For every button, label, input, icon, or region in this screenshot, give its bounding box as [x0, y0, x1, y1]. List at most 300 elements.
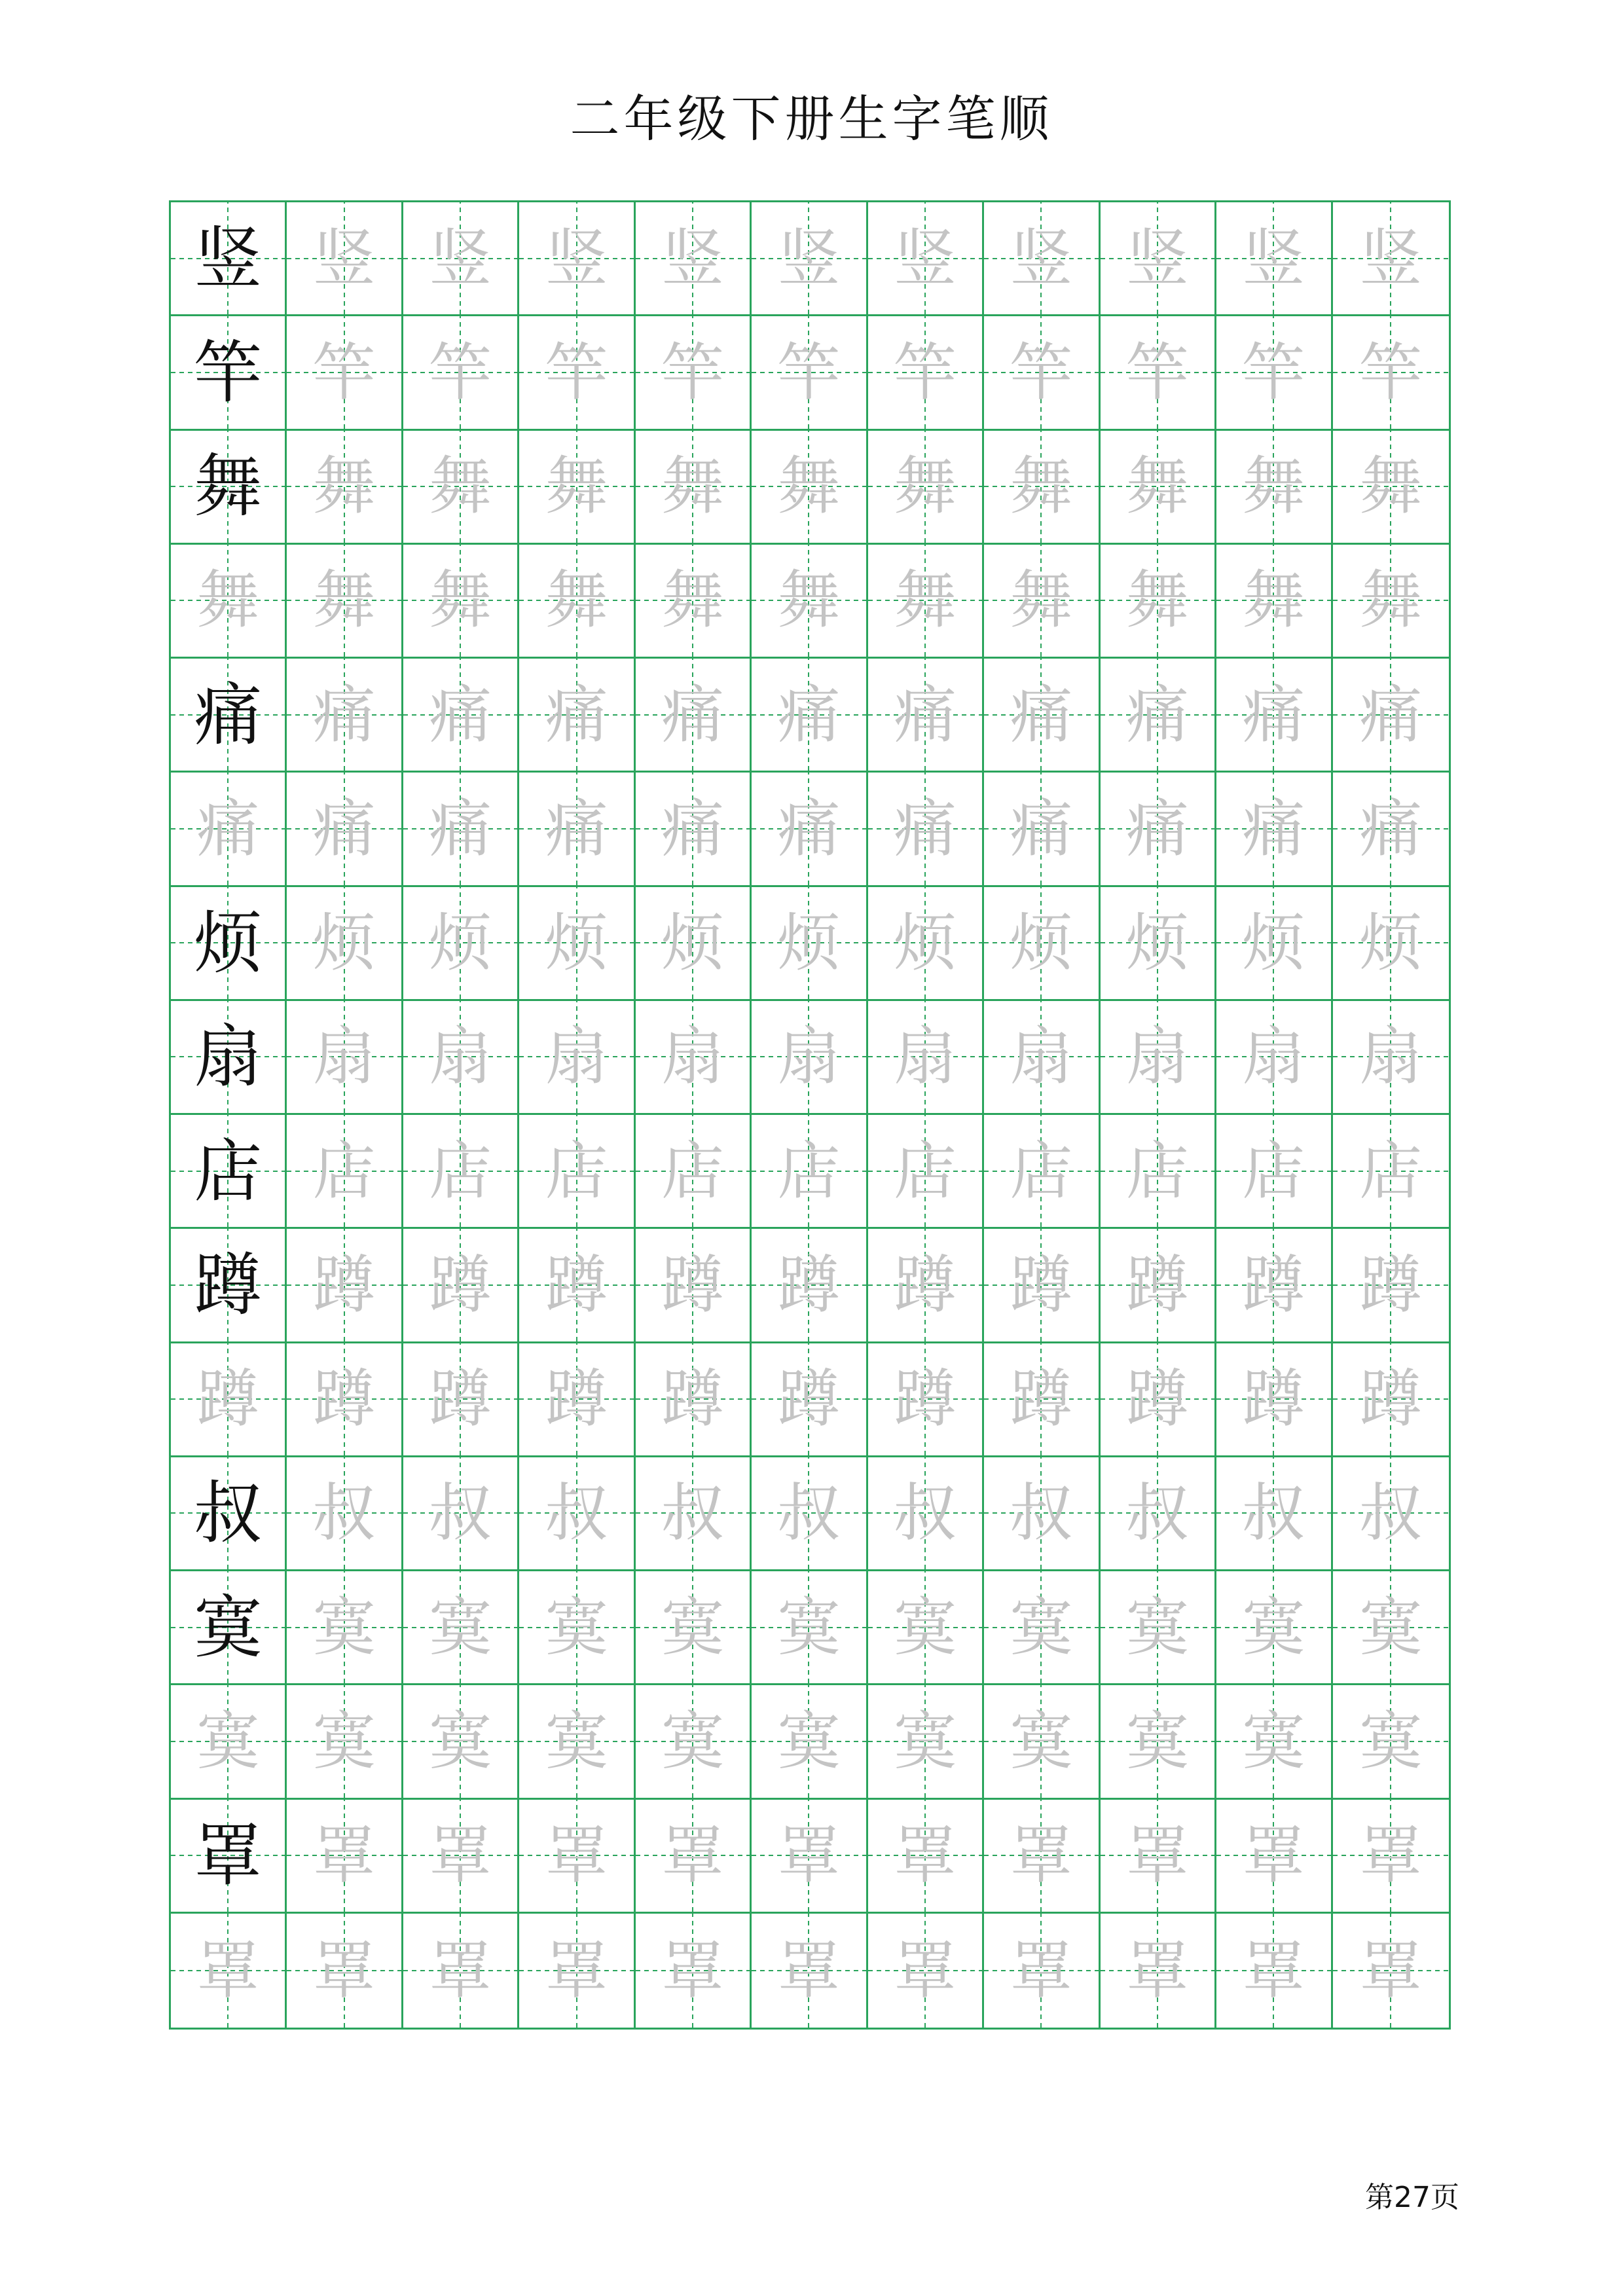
stroke-step-character: 罩 [777, 1933, 841, 2007]
grid-cell [752, 1685, 867, 1799]
grid-cell [868, 545, 984, 659]
stroke-step-character: 扇 [893, 1020, 957, 1094]
grid-cell [519, 1914, 635, 2028]
page-title: 二年级下册生字笔顺 [570, 90, 1053, 148]
stroke-step-character: 竿 [893, 335, 957, 409]
stroke-step-character: 蹲 [1359, 1362, 1423, 1436]
stroke-step-character: 寞 [1010, 1590, 1073, 1664]
grid-cell [519, 431, 635, 545]
model-character: 竿 [194, 332, 263, 412]
grid-cell [287, 1343, 403, 1457]
stroke-step-character: 烦 [893, 906, 957, 980]
stroke-step-character: 寞 [1242, 1590, 1305, 1664]
page-number: 第27页 [1365, 2181, 1459, 2214]
grid-cell [752, 659, 867, 773]
stroke-step-character: 罩 [312, 1819, 376, 1893]
stroke-order-grid [169, 200, 1451, 2030]
stroke-step-character: 罩 [893, 1933, 957, 2007]
grid-cell [752, 1229, 867, 1343]
stroke-step-character: 罩 [1125, 1933, 1189, 2007]
stroke-step-character: 罩 [1242, 1819, 1305, 1893]
grid-cell [403, 545, 519, 659]
grid-cell [984, 659, 1100, 773]
stroke-step-character: 痛 [1010, 792, 1073, 866]
stroke-step-character: 扇 [312, 1020, 376, 1094]
stroke-step-character: 寞 [1125, 1590, 1189, 1664]
grid-cell [868, 1914, 984, 2028]
grid-cell [1216, 545, 1332, 659]
stroke-step-character: 舞 [661, 564, 725, 638]
stroke-step-character: 舞 [312, 450, 376, 524]
stroke-step-character: 竖 [1010, 221, 1073, 295]
grid-cell [868, 1571, 984, 1685]
grid-cell [1216, 659, 1332, 773]
grid-cell [868, 431, 984, 545]
stroke-step-character: 叔 [545, 1476, 608, 1550]
grid-cell [171, 659, 287, 773]
model-character: 蹲 [194, 1245, 263, 1325]
grid-cell [403, 1457, 519, 1571]
model-character: 舞 [194, 446, 263, 527]
grid-cell [171, 1001, 287, 1115]
stroke-step-character: 蹲 [312, 1248, 376, 1322]
stroke-step-character: 罩 [1125, 1819, 1189, 1893]
stroke-step-character: 竿 [777, 335, 841, 409]
grid-cell [1101, 1001, 1216, 1115]
grid-cell [1333, 1001, 1449, 1115]
grid-cell [868, 202, 984, 316]
stroke-step-character: 扇 [777, 1020, 841, 1094]
stroke-step-character: 舞 [1359, 564, 1423, 638]
stroke-step-character: 店 [545, 1134, 608, 1208]
stroke-step-character: 竿 [545, 335, 608, 409]
grid-cell [752, 1800, 867, 1914]
grid-cell [636, 1914, 752, 2028]
stroke-step-character: 痛 [777, 792, 841, 866]
grid-cell [287, 1685, 403, 1799]
grid-cell [171, 1343, 287, 1457]
stroke-step-character: 竿 [1010, 335, 1073, 409]
stroke-step-character: 寞 [893, 1590, 957, 1664]
model-character: 店 [194, 1131, 263, 1211]
stroke-step-character: 蹲 [777, 1362, 841, 1436]
grid-cell [1101, 1685, 1216, 1799]
grid-cell [1216, 887, 1332, 1001]
grid-cell [636, 545, 752, 659]
grid-cell [171, 1571, 287, 1685]
stroke-step-character: 竖 [1125, 221, 1189, 295]
stroke-step-character: 舞 [1125, 450, 1189, 524]
grid-cell [1101, 202, 1216, 316]
stroke-step-character: 痛 [1010, 678, 1073, 752]
stroke-step-character: 蹲 [1242, 1362, 1305, 1436]
grid-cell [636, 887, 752, 1001]
grid-cell [636, 1001, 752, 1115]
stroke-step-character: 罩 [1359, 1933, 1423, 2007]
stroke-step-character: 舞 [429, 564, 492, 638]
stroke-step-character: 竿 [1242, 335, 1305, 409]
stroke-step-character: 烦 [1010, 906, 1073, 980]
stroke-step-character: 扇 [1010, 1020, 1073, 1094]
stroke-step-character: 店 [661, 1134, 725, 1208]
grid-cell [287, 1800, 403, 1914]
grid-cell [1333, 659, 1449, 773]
stroke-step-character: 竿 [1125, 335, 1189, 409]
stroke-step-character: 罩 [429, 1819, 492, 1893]
grid-cell [403, 1115, 519, 1229]
grid-cell [868, 773, 984, 886]
grid-cell [636, 1685, 752, 1799]
stroke-step-character: 叔 [1125, 1476, 1189, 1550]
stroke-step-character: 痛 [661, 792, 725, 866]
grid-cell [1101, 316, 1216, 430]
grid-cell [636, 1343, 752, 1457]
stroke-step-character: 烦 [545, 906, 608, 980]
stroke-step-character: 蹲 [777, 1248, 841, 1322]
grid-cell [984, 1571, 1100, 1685]
grid-cell [287, 1571, 403, 1685]
grid-cell [171, 773, 287, 886]
grid-cell [519, 659, 635, 773]
stroke-step-character: 痛 [196, 792, 260, 866]
grid-cell [984, 1685, 1100, 1799]
stroke-step-character: 痛 [429, 678, 492, 752]
grid-cell [868, 887, 984, 1001]
stroke-step-character: 烦 [312, 906, 376, 980]
model-character: 烦 [194, 903, 263, 983]
stroke-step-character: 蹲 [893, 1248, 957, 1322]
grid-cell [1333, 1800, 1449, 1914]
grid-cell [636, 431, 752, 545]
grid-cell [171, 1800, 287, 1914]
stroke-step-character: 舞 [1242, 450, 1305, 524]
grid-cell [868, 1800, 984, 1914]
grid-cell [752, 1457, 867, 1571]
model-character: 寞 [194, 1587, 263, 1667]
stroke-step-character: 痛 [1242, 792, 1305, 866]
stroke-step-character: 烦 [1359, 906, 1423, 980]
stroke-step-character: 罩 [1359, 1819, 1423, 1893]
stroke-step-character: 舞 [196, 564, 260, 638]
stroke-step-character: 叔 [1242, 1476, 1305, 1550]
stroke-step-character: 舞 [1242, 564, 1305, 638]
stroke-step-character: 蹲 [429, 1362, 492, 1436]
grid-cell [868, 1229, 984, 1343]
grid-cell [1216, 1800, 1332, 1914]
grid-cell [403, 1229, 519, 1343]
grid-cell [1101, 1800, 1216, 1914]
stroke-step-character: 寞 [196, 1704, 260, 1778]
grid-cell [403, 1571, 519, 1685]
stroke-step-character: 舞 [893, 450, 957, 524]
grid-cell [1216, 1457, 1332, 1571]
grid-cell [519, 202, 635, 316]
grid-cell [287, 1457, 403, 1571]
stroke-step-character: 罩 [429, 1933, 492, 2007]
grid-cell [171, 545, 287, 659]
stroke-step-character: 烦 [429, 906, 492, 980]
stroke-step-character: 竖 [545, 221, 608, 295]
stroke-step-character: 罩 [545, 1933, 608, 2007]
grid-cell [1333, 773, 1449, 886]
stroke-step-character: 店 [1125, 1134, 1189, 1208]
grid-cell [403, 431, 519, 545]
grid-cell [1101, 545, 1216, 659]
grid-cell [752, 1571, 867, 1685]
grid-cell [1333, 545, 1449, 659]
grid-cell [171, 202, 287, 316]
grid-cell [1333, 316, 1449, 430]
grid-cell [287, 1115, 403, 1229]
stroke-step-character: 叔 [1359, 1476, 1423, 1550]
grid-cell [984, 1115, 1100, 1229]
grid-cell [1216, 1685, 1332, 1799]
stroke-step-character: 痛 [312, 792, 376, 866]
grid-cell [1216, 1914, 1332, 2028]
stroke-step-character: 烦 [777, 906, 841, 980]
stroke-step-character: 店 [1359, 1134, 1423, 1208]
grid-cell [519, 1800, 635, 1914]
grid-cell [752, 773, 867, 886]
grid-cell [403, 887, 519, 1001]
stroke-step-character: 罩 [777, 1819, 841, 1893]
stroke-step-character: 舞 [1125, 564, 1189, 638]
grid-cell [287, 431, 403, 545]
grid-cell [171, 316, 287, 430]
stroke-step-character: 舞 [429, 450, 492, 524]
grid-cell [171, 431, 287, 545]
grid-cell [519, 1115, 635, 1229]
grid-cell [984, 1001, 1100, 1115]
stroke-step-character: 蹲 [1359, 1248, 1423, 1322]
grid-cell [171, 1229, 287, 1343]
stroke-step-character: 蹲 [661, 1362, 725, 1436]
stroke-step-character: 痛 [661, 678, 725, 752]
stroke-step-character: 痛 [1359, 678, 1423, 752]
stroke-step-character: 扇 [1125, 1020, 1189, 1094]
grid-cell [519, 545, 635, 659]
grid-cell [1216, 1229, 1332, 1343]
grid-cell [1101, 887, 1216, 1001]
stroke-step-character: 舞 [545, 564, 608, 638]
stroke-step-character: 痛 [545, 678, 608, 752]
stroke-step-character: 蹲 [661, 1248, 725, 1322]
grid-cell [403, 1800, 519, 1914]
grid-cell [752, 1343, 867, 1457]
grid-cell [1333, 887, 1449, 1001]
grid-cell [403, 659, 519, 773]
stroke-step-character: 店 [429, 1134, 492, 1208]
stroke-step-character: 寞 [661, 1590, 725, 1664]
stroke-step-character: 罩 [893, 1819, 957, 1893]
stroke-step-character: 痛 [893, 792, 957, 866]
stroke-step-character: 蹲 [1010, 1362, 1073, 1436]
stroke-step-character: 叔 [661, 1476, 725, 1550]
grid-cell [868, 1343, 984, 1457]
grid-cell [752, 1001, 867, 1115]
stroke-step-character: 店 [1010, 1134, 1073, 1208]
grid-cell [1101, 1457, 1216, 1571]
stroke-step-character: 舞 [661, 450, 725, 524]
stroke-step-character: 寞 [777, 1590, 841, 1664]
grid-cell [519, 1229, 635, 1343]
stroke-step-character: 烦 [1242, 906, 1305, 980]
stroke-step-character: 竿 [1359, 335, 1423, 409]
grid-cell [752, 1914, 867, 2028]
stroke-step-character: 罩 [661, 1819, 725, 1893]
stroke-step-character: 罩 [1242, 1933, 1305, 2007]
stroke-step-character: 舞 [777, 450, 841, 524]
stroke-step-character: 舞 [1359, 450, 1423, 524]
grid-cell [1216, 431, 1332, 545]
stroke-step-character: 扇 [545, 1020, 608, 1094]
stroke-step-character: 竖 [1242, 221, 1305, 295]
stroke-step-character: 寞 [1359, 1704, 1423, 1778]
grid-cell [171, 1685, 287, 1799]
stroke-step-character: 罩 [196, 1933, 260, 2007]
stroke-step-character: 蹲 [196, 1362, 260, 1436]
grid-cell [636, 1115, 752, 1229]
stroke-step-character: 扇 [429, 1020, 492, 1094]
model-character: 罩 [194, 1815, 263, 1896]
grid-cell [287, 202, 403, 316]
stroke-step-character: 痛 [1125, 792, 1189, 866]
grid-cell [752, 1115, 867, 1229]
grid-cell [984, 1457, 1100, 1571]
stroke-step-character: 蹲 [893, 1362, 957, 1436]
grid-cell [984, 202, 1100, 316]
grid-cell [519, 1685, 635, 1799]
stroke-step-character: 寞 [545, 1704, 608, 1778]
grid-cell [519, 316, 635, 430]
grid-cell [1101, 1571, 1216, 1685]
grid-cell [1101, 1914, 1216, 2028]
grid-cell [636, 202, 752, 316]
stroke-step-character: 竖 [777, 221, 841, 295]
grid-cell [752, 431, 867, 545]
stroke-step-character: 蹲 [545, 1362, 608, 1436]
model-character: 痛 [194, 674, 263, 755]
stroke-step-character: 扇 [1359, 1020, 1423, 1094]
stroke-step-character: 寞 [661, 1704, 725, 1778]
grid-cell [1101, 431, 1216, 545]
stroke-step-character: 寞 [429, 1704, 492, 1778]
stroke-step-character: 竿 [429, 335, 492, 409]
stroke-step-character: 店 [893, 1134, 957, 1208]
grid-cell [519, 887, 635, 1001]
stroke-step-character: 烦 [1125, 906, 1189, 980]
stroke-step-character: 竖 [1359, 221, 1423, 295]
stroke-step-character: 寞 [777, 1704, 841, 1778]
stroke-step-character: 罩 [545, 1819, 608, 1893]
stroke-step-character: 寞 [1125, 1704, 1189, 1778]
grid-cell [752, 545, 867, 659]
grid-cell [171, 1914, 287, 2028]
grid-cell [984, 545, 1100, 659]
grid-cell [171, 887, 287, 1001]
grid-cell [868, 1115, 984, 1229]
stroke-step-character: 竖 [312, 221, 376, 295]
grid-cell [287, 887, 403, 1001]
model-character: 叔 [194, 1473, 263, 1554]
model-character: 扇 [194, 1017, 263, 1097]
stroke-step-character: 痛 [1359, 792, 1423, 866]
stroke-step-character: 蹲 [429, 1248, 492, 1322]
grid-cell [1101, 1343, 1216, 1457]
stroke-step-character: 蹲 [1010, 1248, 1073, 1322]
stroke-step-character: 罩 [312, 1933, 376, 2007]
grid-cell [287, 1914, 403, 2028]
stroke-step-character: 扇 [1242, 1020, 1305, 1094]
grid-cell [984, 1914, 1100, 2028]
grid-cell [1216, 316, 1332, 430]
stroke-step-character: 竖 [429, 221, 492, 295]
stroke-step-character: 寞 [1010, 1704, 1073, 1778]
grid-cell [1101, 1115, 1216, 1229]
grid-cell [1216, 1343, 1332, 1457]
stroke-step-character: 罩 [661, 1933, 725, 2007]
grid-cell [1333, 1914, 1449, 2028]
grid-cell [1333, 1571, 1449, 1685]
stroke-step-character: 罩 [1010, 1933, 1073, 2007]
stroke-step-character: 寞 [893, 1704, 957, 1778]
stroke-step-character: 竖 [893, 221, 957, 295]
grid-cell [1216, 1001, 1332, 1115]
grid-cell [1333, 1685, 1449, 1799]
stroke-step-character: 蹲 [1125, 1362, 1189, 1436]
grid-cell [752, 316, 867, 430]
grid-cell [403, 1343, 519, 1457]
grid-cell [636, 1571, 752, 1685]
stroke-step-character: 蹲 [1242, 1248, 1305, 1322]
grid-cell [868, 1001, 984, 1115]
grid-cell [1216, 202, 1332, 316]
grid-cell [403, 1685, 519, 1799]
stroke-step-character: 叔 [777, 1476, 841, 1550]
grid-cell [171, 1115, 287, 1229]
stroke-step-character: 舞 [545, 450, 608, 524]
stroke-step-character: 寞 [1359, 1590, 1423, 1664]
grid-cell [287, 545, 403, 659]
grid-cell [1101, 1229, 1216, 1343]
stroke-step-character: 店 [1242, 1134, 1305, 1208]
grid-cell [1333, 1457, 1449, 1571]
grid-cell [636, 1457, 752, 1571]
grid-cell [519, 1343, 635, 1457]
stroke-step-character: 蹲 [545, 1248, 608, 1322]
stroke-step-character: 叔 [429, 1476, 492, 1550]
grid-cell [1333, 1343, 1449, 1457]
grid-cell [984, 316, 1100, 430]
grid-cell [636, 316, 752, 430]
grid-cell [287, 773, 403, 886]
stroke-step-character: 竿 [661, 335, 725, 409]
grid-cell [1216, 773, 1332, 886]
stroke-step-character: 舞 [312, 564, 376, 638]
grid-cell [636, 659, 752, 773]
stroke-step-character: 叔 [312, 1476, 376, 1550]
stroke-step-character: 竖 [661, 221, 725, 295]
grid-cell [984, 773, 1100, 886]
stroke-step-character: 痛 [545, 792, 608, 866]
stroke-step-character: 痛 [429, 792, 492, 866]
grid-cell [519, 1457, 635, 1571]
stroke-step-character: 痛 [777, 678, 841, 752]
grid-cell [519, 773, 635, 886]
stroke-step-character: 竿 [312, 335, 376, 409]
stroke-step-character: 寞 [312, 1590, 376, 1664]
grid-cell [984, 887, 1100, 1001]
